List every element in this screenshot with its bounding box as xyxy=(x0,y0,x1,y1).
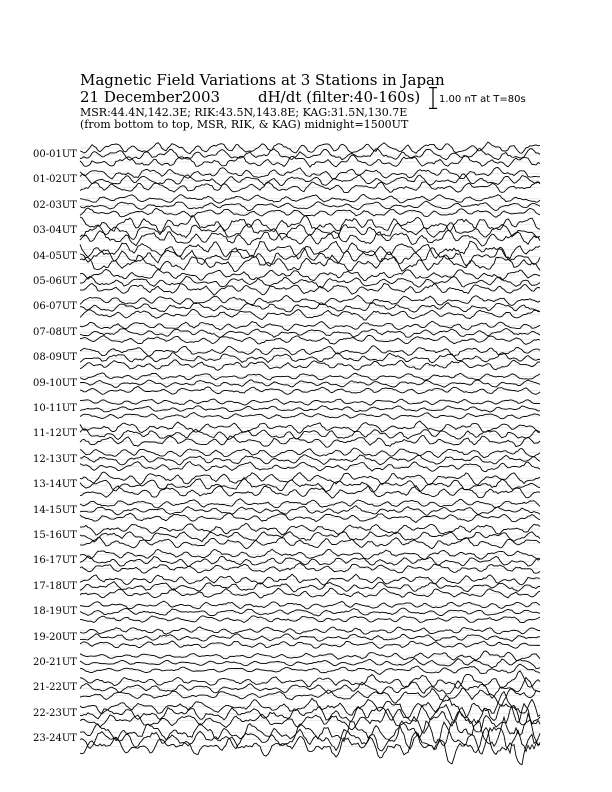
trace-kag xyxy=(80,310,540,320)
row-label: 19-20UT xyxy=(33,631,77,643)
trace-msr xyxy=(80,216,540,233)
row-label: 11-12UT xyxy=(33,428,77,440)
trace-kag xyxy=(80,563,540,573)
row-label: 23-24UT xyxy=(33,733,77,745)
trace-msr xyxy=(80,472,540,485)
row-label: 14-15UT xyxy=(33,504,77,516)
row-label: 21-22UT xyxy=(33,682,77,694)
chart-date: 21 December2003 xyxy=(80,88,221,106)
chart-quantity: dH/dt (filter:40-160s) xyxy=(258,88,421,106)
row-label: 09-10UT xyxy=(33,377,77,389)
trace-msr xyxy=(80,241,540,259)
trace-rik xyxy=(80,722,540,754)
trace-kag xyxy=(80,664,540,674)
trace-kag xyxy=(80,208,540,217)
row-label: 04-05UT xyxy=(33,250,77,262)
trace-kag xyxy=(80,486,540,499)
station-coordinates: MSR:44.4N,142.3E; RIK:43.5N,143.8E; KAG:31.5N,130.7E xyxy=(80,106,408,119)
row-label: 06-07UT xyxy=(33,301,77,313)
trace-msr xyxy=(80,421,540,433)
scale-label: 1.00 nT at T=80s xyxy=(439,94,526,105)
row-label: 05-06UT xyxy=(33,276,77,287)
trace-kag xyxy=(80,462,540,472)
row-label: 01-02UT xyxy=(33,174,77,186)
trace-kag xyxy=(80,386,540,394)
trace-msr xyxy=(80,601,540,609)
trace-kag xyxy=(80,283,540,295)
trace-kag xyxy=(80,688,540,705)
trace-msr xyxy=(80,714,540,747)
trace-msr xyxy=(80,346,540,357)
row-label: 17-18UT xyxy=(33,580,77,592)
trace-msr xyxy=(80,651,540,661)
trace-msr xyxy=(80,671,540,689)
row-label: 13-14UT xyxy=(33,479,77,491)
row-label: 15-16UT xyxy=(33,530,77,541)
row-label: 18-19UT xyxy=(33,606,77,618)
row-label: 22-23UT xyxy=(33,707,77,719)
trace-msr xyxy=(80,523,540,535)
trace-rik xyxy=(80,329,540,338)
trace-kag xyxy=(80,513,540,522)
trace-rik xyxy=(80,532,540,542)
trace-msr xyxy=(80,499,540,508)
trace-kag xyxy=(80,336,540,345)
row-label: 16-17UT xyxy=(33,555,77,567)
row-label: 03-04UT xyxy=(33,225,77,237)
row-label: 02-03UT xyxy=(33,199,77,211)
trace-rik xyxy=(80,223,540,240)
row-label: 12-13UT xyxy=(33,453,77,465)
row-label: 00-01UT xyxy=(33,149,77,160)
trace-kag xyxy=(80,255,540,272)
chart-title: Magnetic Field Variations at 3 Stations in Japan xyxy=(80,71,445,89)
row-label: 10-11UT xyxy=(33,403,77,414)
station-order-note: (from bottom to top, MSR, RIK, & KAG) midnight=1500UT xyxy=(80,118,409,131)
row-label: 07-08UT xyxy=(33,326,77,338)
row-label: 20-21UT xyxy=(33,657,77,668)
row-label: 08-09UT xyxy=(33,352,77,364)
trace-rik xyxy=(80,201,540,211)
